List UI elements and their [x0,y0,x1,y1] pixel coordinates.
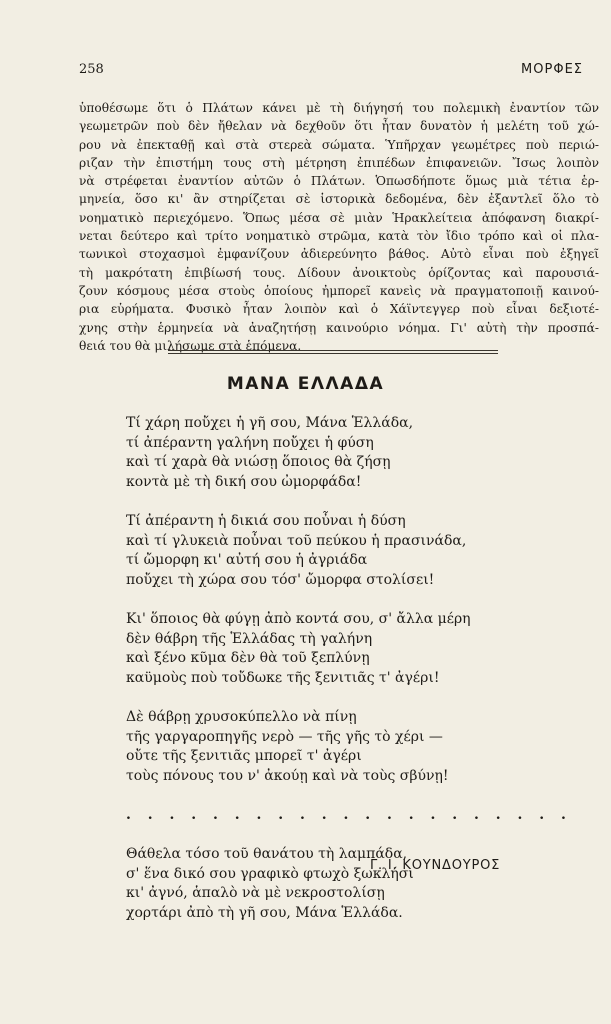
ellipsis-line: . . . . . . . . . . . . . . . . . . . . . [126,806,572,823]
prose-line: ζουν κόσμους μέσα στοὺς ὁποίους ἠμπορεῖ κανεὶς νὰ πραγματοποιῇ καινού- [79,283,599,298]
verse-line: κοντὰ μὲ τὴ δική σου ὠμορφάδα! [126,473,362,490]
verse-line: καϋμοὺς ποὺ τοὔδωκε τῆς ξενιτιᾶς τ' ἀγέρι! [126,669,440,686]
prose-line: χνης στὴν ἑρμηνεία νὰ ἀναζητήσῃ καινούριο νόημα. Γι' αὐτὴ τὴν προσπά- [79,320,599,335]
stanza [126,512,596,590]
verse-line: καὶ ξένο κῦμα δὲν θὰ τοῦ ξεπλύνῃ [126,650,370,667]
prose-line: θειά του θὰ μιλήσωμε στὰ ἑπόμενα. [79,338,302,353]
prose-line: μηνεία, ὅσο κι' ἂν στηρίζεται σὲ ἱστορικὰ δεδομένα, δὲν ἐξαντλεῖ ὅλο τὸ [79,192,599,207]
verse-line: Κι' ὅποιος θὰ φύγῃ ἀπὸ κοντά σου, σ' ἄλλα μέρη [126,610,471,627]
verse-line: τί ὤμορφη κι' αὐτή σου ἡ ἀγριάδα [126,552,368,569]
verse-line: Τί χάρη ποὔχει ἡ γῆ σου, Μάνα Ἑλλάδα, [126,415,414,431]
prose-paragraph [79,99,599,355]
final-stanza [126,845,596,923]
prose-line: ὑποθέσωμε ὅτι ὁ Πλάτων κάνει μὲ τὴ διήγησή του πολεμικὴ ἐναντίον τῶν [79,101,599,115]
page-number: 258 [79,62,104,77]
prose-line: γεωμετρῶν ποὺ δὲν ἤθελαν νὰ δεχθοῦν ὅτι ἦταν δυνατὸν ἡ μελέτη τοῦ χώ- [79,119,599,134]
verse-line: Θάθελα τόσο τοῦ θανάτου τὴ λαμπάδα, [126,846,408,863]
poem-author: Γ. Ι. ΚΟΥΝΔΟΥΡΟΣ [370,858,501,873]
stanza [126,610,596,688]
prose-line: τὴ μακρότατη ἐπιβίωσή τους. Δίδουν ἀνοικτοὺς ὁρίζοντας καὶ παρουσιά- [79,265,599,280]
prose-line: νὰ στρέφεται ἐναντίον αὐτῶν ὁ Πλάτων. Ὁπωσδήποτε ὅμως μιὰ τέτια ἑρ- [79,174,599,189]
verse-line: τί ἀπέραντη γαλήνη ποὔχει ἡ φύση [126,434,374,451]
verse-line: Δὲ θάβρῃ χρυσοκύπελλο νὰ πίνῃ [126,708,357,725]
stanza [126,708,596,786]
prose-line: νεται δεύτερο καὶ τρίτο νοηματικὸ στρῶμα, κατὰ τὸν ἴδιο τρόπο καὶ οἱ πλα- [79,229,599,244]
verse-line: κι' ἀγνό, ἁπαλὸ νὰ μὲ νεκροστολίσῃ [126,885,385,902]
prose-line: ριζαν τὴν ἐπιστήμη τους στὴ μέτρηση ἐπιπέδων ἐπιφανειῶν. Ἴσως λοιπὸν [79,155,599,170]
verse-line: Τί ἀπέραντη ἡ δικιά σου ποὖναι ἡ δύση [126,512,406,529]
prose-line: ρου νὰ ἐπεκταθῇ καὶ στὰ στερεὰ σώματα. Ὑπῆρχαν γεωμέτρες ποὺ περιώ- [79,137,599,152]
verse-line: ποὔχει τὴ χώρα σου τόσ' ὤμορφα στολίσει! [126,571,435,588]
stanza [126,414,596,492]
verse-line: τοὺς πόνους του ν' ἀκούῃ καὶ νὰ τοὺς σβύνῃ! [126,767,449,784]
prose-line: νοηματικὸ περιεχόμενο. Ὅπως μέσα σὲ μιὰν Ἡρακλείτεια ἀπόφανση διακρί- [79,210,599,225]
poem-body [126,414,596,943]
poem-title: ΜΑΝΑ ΕΛΛΑΔΑ [226,374,385,394]
prose-line: τωνικοὶ στοχασμοὶ ἐμφανίζουν ἀδιερεύνητο βάθος. Αὐτὸ εἶναι ποὺ ἐξηγεῖ [79,247,599,262]
verse-line: σ' ἕνα δικό σου γραφικὸ φτωχὸ ξωκλήσι [126,865,414,882]
running-title: ΜΟΡΦΕΣ [521,62,583,77]
section-divider [168,350,498,354]
verse-line: οὔτε τῆς ξενιτιᾶς μπορεῖ τ' ἀγέρι [126,748,362,765]
verse-line: καὶ τί χαρὰ θὰ νιώσῃ ὅποιος θὰ ζήσῃ [126,454,391,471]
verse-line: δὲν θάβρη τῆς Ἑλλάδας τὴ γαλήνη [126,630,373,647]
prose-line: ρια εὑρήματα. Φυσικὸ ἦταν λοιπὸν καὶ ὁ Χάϊντεγγερ ποὺ εἶναι δεξιοτέ- [79,302,599,317]
verse-line: καὶ τί γλυκειὰ ποὖναι τοῦ πεύκου ἡ πρασινάδα, [126,532,467,549]
verse-line: χορτάρι ἀπὸ τὴ γῆ σου, Μάνα Ἑλλάδα. [126,904,403,921]
verse-line: τῆς γαργαροπηγῆς νερὸ — τῆς γῆς τὸ χέρι — [126,728,443,745]
